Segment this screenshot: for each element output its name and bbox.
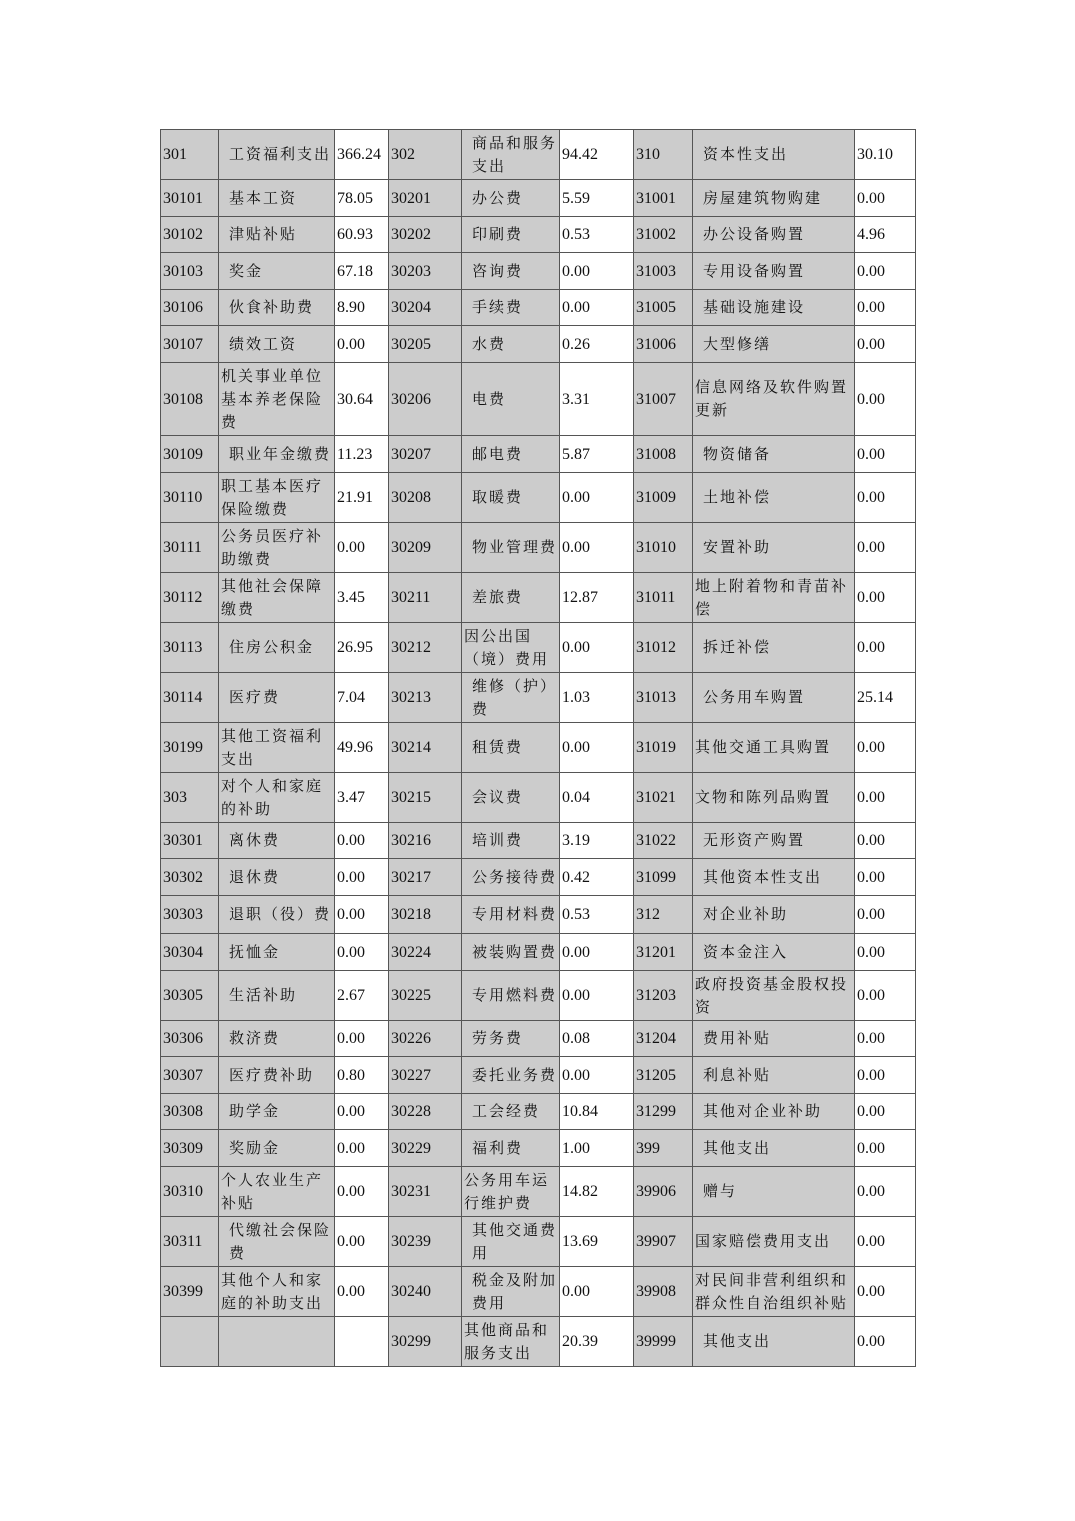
code-cell: 30113 [161,623,219,673]
item-cell: 代缴社会保险费 [219,1217,335,1267]
table-row [161,1130,916,1167]
code-cell: 31011 [634,573,693,623]
code-cell: 30112 [161,573,219,623]
amount-cell: 3.45 [335,573,389,623]
code-cell: 312 [634,896,693,934]
amount-cell: 0.00 [855,1217,916,1267]
amount-cell: 0.00 [855,573,916,623]
item-cell: 房屋建筑物购建 [693,180,855,217]
table-row [161,363,916,436]
item-cell: 医疗费补助 [219,1057,335,1094]
amount-cell: 12.87 [560,573,634,623]
table-row [161,473,916,523]
table-row [161,823,916,859]
item-cell: 其他支出 [693,1130,855,1167]
code-cell: 31021 [634,773,693,823]
item-cell: 对民间非营利组织和群众性自治组织补贴 [693,1267,855,1317]
amount-cell: 0.00 [855,436,916,473]
code-cell: 39907 [634,1217,693,1267]
code-cell: 30228 [389,1094,462,1130]
item-cell: 机关事业单位基本养老保险费 [219,363,335,436]
item-cell: 物业管理费 [462,523,560,573]
item-cell: 办公设备购置 [693,217,855,253]
item-cell: 公务用车运行维护费 [462,1167,560,1217]
code-cell: 30301 [161,823,219,859]
amount-cell: 67.18 [335,253,389,290]
item-cell: 其他资本性支出 [693,859,855,896]
item-cell: 水费 [462,326,560,363]
code-cell: 31002 [634,217,693,253]
code-cell: 30399 [161,1267,219,1317]
item-cell: 退职（役）费 [219,896,335,934]
amount-cell: 0.00 [335,896,389,934]
code-cell: 301 [161,130,219,180]
amount-cell: 3.31 [560,363,634,436]
item-cell: 其他工资福利支出 [219,723,335,773]
item-cell: 维修（护）费 [462,673,560,723]
amount-cell: 0.00 [560,623,634,673]
amount-cell: 0.00 [855,773,916,823]
item-cell: 奖金 [219,253,335,290]
code-cell: 39999 [634,1317,693,1367]
item-cell: 取暖费 [462,473,560,523]
table-row [161,896,916,934]
table-row [161,1094,916,1130]
amount-cell: 7.04 [335,673,389,723]
amount-cell: 94.42 [560,130,634,180]
code-cell: 31099 [634,859,693,896]
item-cell: 大型修缮 [693,326,855,363]
amount-cell: 0.00 [855,823,916,859]
table-row [161,573,916,623]
item-cell: 国家赔偿费用支出 [693,1217,855,1267]
code-cell: 30307 [161,1057,219,1094]
amount-cell: 11.23 [335,436,389,473]
amount-cell: 13.69 [560,1217,634,1267]
amount-cell: 0.00 [855,723,916,773]
code-cell: 399 [634,1130,693,1167]
code-cell: 30224 [389,934,462,971]
amount-cell: 4.96 [855,217,916,253]
item-cell: 抚恤金 [219,934,335,971]
table-row [161,523,916,573]
code-cell: 30311 [161,1217,219,1267]
amount-cell: 0.00 [335,1167,389,1217]
amount-cell: 49.96 [335,723,389,773]
item-cell: 专用燃料费 [462,971,560,1021]
amount-cell: 0.00 [335,1130,389,1167]
item-cell: 商品和服务支出 [462,130,560,180]
item-cell: 专用材料费 [462,896,560,934]
item-cell: 其他对企业补助 [693,1094,855,1130]
item-cell: 其他商品和服务支出 [462,1317,560,1367]
item-cell: 地上附着物和青苗补偿 [693,573,855,623]
code-cell: 30203 [389,253,462,290]
amount-cell: 78.05 [335,180,389,217]
item-cell: 会议费 [462,773,560,823]
code-cell: 30226 [389,1021,462,1057]
amount-cell: 3.47 [335,773,389,823]
code-cell: 30110 [161,473,219,523]
code-cell: 31203 [634,971,693,1021]
code-cell: 30303 [161,896,219,934]
code-cell: 31201 [634,934,693,971]
amount-cell: 0.00 [560,971,634,1021]
item-cell: 公务接待费 [462,859,560,896]
code-cell: 30229 [389,1130,462,1167]
item-cell: 住房公积金 [219,623,335,673]
item-cell: 邮电费 [462,436,560,473]
item-cell: 基础设施建设 [693,290,855,326]
item-cell: 劳务费 [462,1021,560,1057]
item-cell: 工资福利支出 [219,130,335,180]
table-row [161,773,916,823]
code-cell: 30101 [161,180,219,217]
amount-cell: 0.00 [335,1217,389,1267]
code-cell: 30214 [389,723,462,773]
item-cell: 救济费 [219,1021,335,1057]
amount-cell: 0.08 [560,1021,634,1057]
code-cell: 30310 [161,1167,219,1217]
item-cell: 公务用车购置 [693,673,855,723]
code-cell: 30217 [389,859,462,896]
item-cell: 信息网络及软件购置更新 [693,363,855,436]
item-cell [219,1317,335,1367]
amount-cell: 0.00 [335,934,389,971]
code-cell: 30111 [161,523,219,573]
item-cell: 资本金注入 [693,934,855,971]
code-cell: 30299 [389,1317,462,1367]
item-cell: 职业年金缴费 [219,436,335,473]
item-cell: 委托业务费 [462,1057,560,1094]
amount-cell: 26.95 [335,623,389,673]
table-row [161,723,916,773]
amount-cell: 0.00 [855,896,916,934]
amount-cell: 5.87 [560,436,634,473]
item-cell: 无形资产购置 [693,823,855,859]
item-cell: 福利费 [462,1130,560,1167]
amount-cell: 0.00 [855,1130,916,1167]
item-cell: 被装购置费 [462,934,560,971]
amount-cell: 14.82 [560,1167,634,1217]
code-cell: 31022 [634,823,693,859]
code-cell: 30309 [161,1130,219,1167]
item-cell: 咨询费 [462,253,560,290]
item-cell: 租赁费 [462,723,560,773]
code-cell: 30212 [389,623,462,673]
table-row [161,290,916,326]
code-cell: 30308 [161,1094,219,1130]
amount-cell: 0.42 [560,859,634,896]
item-cell: 其他交通费用 [462,1217,560,1267]
table-row [161,1167,916,1217]
item-cell: 培训费 [462,823,560,859]
amount-cell: 5.59 [560,180,634,217]
item-cell: 退休费 [219,859,335,896]
code-cell: 39906 [634,1167,693,1217]
code-cell: 31006 [634,326,693,363]
item-cell: 其他交通工具购置 [693,723,855,773]
amount-cell: 10.84 [560,1094,634,1130]
amount-cell: 30.64 [335,363,389,436]
amount-cell: 0.53 [560,896,634,934]
code-cell: 30205 [389,326,462,363]
item-cell: 其他个人和家庭的补助支出 [219,1267,335,1317]
table-row [161,859,916,896]
code-cell: 30306 [161,1021,219,1057]
table-row [161,1217,916,1267]
amount-cell: 0.00 [855,859,916,896]
item-cell: 伙食补助费 [219,290,335,326]
item-cell: 因公出国（境）费用 [462,623,560,673]
code-cell: 30239 [389,1217,462,1267]
item-cell: 专用设备购置 [693,253,855,290]
amount-cell: 2.67 [335,971,389,1021]
amount-cell: 0.00 [855,473,916,523]
amount-cell: 0.53 [560,217,634,253]
amount-cell: 0.00 [335,1021,389,1057]
amount-cell: 0.00 [560,723,634,773]
code-cell: 30206 [389,363,462,436]
amount-cell: 0.00 [855,623,916,673]
amount-cell: 0.00 [855,1094,916,1130]
amount-cell: 60.93 [335,217,389,253]
amount-cell: 0.00 [855,363,916,436]
code-cell: 30109 [161,436,219,473]
code-cell: 30201 [389,180,462,217]
item-cell: 差旅费 [462,573,560,623]
amount-cell: 0.00 [855,290,916,326]
code-cell: 30108 [161,363,219,436]
item-cell: 奖励金 [219,1130,335,1167]
code-cell: 31001 [634,180,693,217]
table-row [161,1021,916,1057]
code-cell: 30218 [389,896,462,934]
amount-cell: 0.00 [855,971,916,1021]
item-cell: 文物和陈列品购置 [693,773,855,823]
item-cell: 助学金 [219,1094,335,1130]
item-cell: 手续费 [462,290,560,326]
code-cell: 31005 [634,290,693,326]
code-cell: 31204 [634,1021,693,1057]
code-cell: 30305 [161,971,219,1021]
code-cell: 30107 [161,326,219,363]
item-cell: 拆迁补偿 [693,623,855,673]
item-cell: 赠与 [693,1167,855,1217]
code-cell: 30208 [389,473,462,523]
code-cell: 30225 [389,971,462,1021]
item-cell: 电费 [462,363,560,436]
amount-cell: 0.00 [335,1094,389,1130]
amount-cell: 0.00 [560,934,634,971]
code-cell: 31013 [634,673,693,723]
item-cell: 生活补助 [219,971,335,1021]
amount-cell: 0.00 [560,253,634,290]
table-row [161,180,916,217]
amount-cell: 20.39 [560,1317,634,1367]
amount-cell: 0.00 [855,934,916,971]
amount-cell: 3.19 [560,823,634,859]
item-cell: 医疗费 [219,673,335,723]
amount-cell: 1.00 [560,1130,634,1167]
code-cell: 30103 [161,253,219,290]
code-cell: 39908 [634,1267,693,1317]
code-cell: 302 [389,130,462,180]
item-cell: 税金及附加费用 [462,1267,560,1317]
amount-cell: 0.00 [855,180,916,217]
amount-cell: 0.00 [855,1267,916,1317]
table-row [161,217,916,253]
table-body [161,130,916,1367]
item-cell: 印刷费 [462,217,560,253]
code-cell [161,1317,219,1367]
table-row [161,1317,916,1367]
table-row [161,130,916,180]
item-cell: 对个人和家庭的补助 [219,773,335,823]
amount-cell: 0.00 [855,1057,916,1094]
amount-cell: 0.00 [560,1057,634,1094]
code-cell: 30106 [161,290,219,326]
code-cell: 30202 [389,217,462,253]
code-cell: 31003 [634,253,693,290]
amount-cell: 0.00 [855,523,916,573]
amount-cell: 21.91 [335,473,389,523]
item-cell: 对企业补助 [693,896,855,934]
item-cell: 办公费 [462,180,560,217]
item-cell: 资本性支出 [693,130,855,180]
code-cell: 303 [161,773,219,823]
code-cell: 30240 [389,1267,462,1317]
item-cell: 津贴补贴 [219,217,335,253]
code-cell: 31012 [634,623,693,673]
code-cell: 31205 [634,1057,693,1094]
amount-cell: 0.00 [560,473,634,523]
item-cell: 物资储备 [693,436,855,473]
amount-cell: 0.00 [560,1267,634,1317]
code-cell: 31299 [634,1094,693,1130]
amount-cell: 0.00 [855,1167,916,1217]
code-cell: 31009 [634,473,693,523]
item-cell: 其他社会保障缴费 [219,573,335,623]
item-cell: 个人农业生产补贴 [219,1167,335,1217]
item-cell: 职工基本医疗保险缴费 [219,473,335,523]
amount-cell: 0.00 [855,1021,916,1057]
code-cell: 310 [634,130,693,180]
item-cell: 费用补贴 [693,1021,855,1057]
code-cell: 30302 [161,859,219,896]
amount-cell: 0.00 [855,326,916,363]
table-row [161,971,916,1021]
amount-cell: 0.00 [335,326,389,363]
amount-cell: 0.00 [335,823,389,859]
item-cell: 工会经费 [462,1094,560,1130]
table-row [161,1057,916,1094]
item-cell: 安置补助 [693,523,855,573]
item-cell: 公务员医疗补助缴费 [219,523,335,573]
table-row [161,623,916,673]
amount-cell: 0.00 [335,523,389,573]
item-cell: 政府投资基金股权投资 [693,971,855,1021]
code-cell: 30231 [389,1167,462,1217]
amount-cell: 0.04 [560,773,634,823]
code-cell: 30216 [389,823,462,859]
code-cell: 31010 [634,523,693,573]
code-cell: 30213 [389,673,462,723]
amount-cell: 30.10 [855,130,916,180]
amount-cell [335,1317,389,1367]
item-cell: 其他支出 [693,1317,855,1367]
code-cell: 31007 [634,363,693,436]
amount-cell: 8.90 [335,290,389,326]
amount-cell: 0.00 [335,1267,389,1317]
amount-cell: 0.00 [560,290,634,326]
code-cell: 30102 [161,217,219,253]
code-cell: 30215 [389,773,462,823]
amount-cell: 0.00 [560,523,634,573]
expenditure-table [160,129,916,1367]
code-cell: 30304 [161,934,219,971]
amount-cell: 0.26 [560,326,634,363]
item-cell: 土地补偿 [693,473,855,523]
code-cell: 30114 [161,673,219,723]
table-row [161,934,916,971]
item-cell: 离休费 [219,823,335,859]
table-row [161,436,916,473]
amount-cell: 0.00 [335,859,389,896]
amount-cell: 0.00 [855,253,916,290]
amount-cell: 1.03 [560,673,634,723]
code-cell: 30204 [389,290,462,326]
amount-cell: 0.80 [335,1057,389,1094]
amount-cell: 25.14 [855,673,916,723]
code-cell: 30227 [389,1057,462,1094]
table-row [161,673,916,723]
code-cell: 31008 [634,436,693,473]
amount-cell: 0.00 [855,1317,916,1367]
code-cell: 30209 [389,523,462,573]
code-cell: 30211 [389,573,462,623]
amount-cell: 366.24 [335,130,389,180]
code-cell: 30199 [161,723,219,773]
table-row [161,253,916,290]
code-cell: 31019 [634,723,693,773]
item-cell: 基本工资 [219,180,335,217]
item-cell: 利息补贴 [693,1057,855,1094]
table-row [161,1267,916,1317]
table-row [161,326,916,363]
item-cell: 绩效工资 [219,326,335,363]
code-cell: 30207 [389,436,462,473]
